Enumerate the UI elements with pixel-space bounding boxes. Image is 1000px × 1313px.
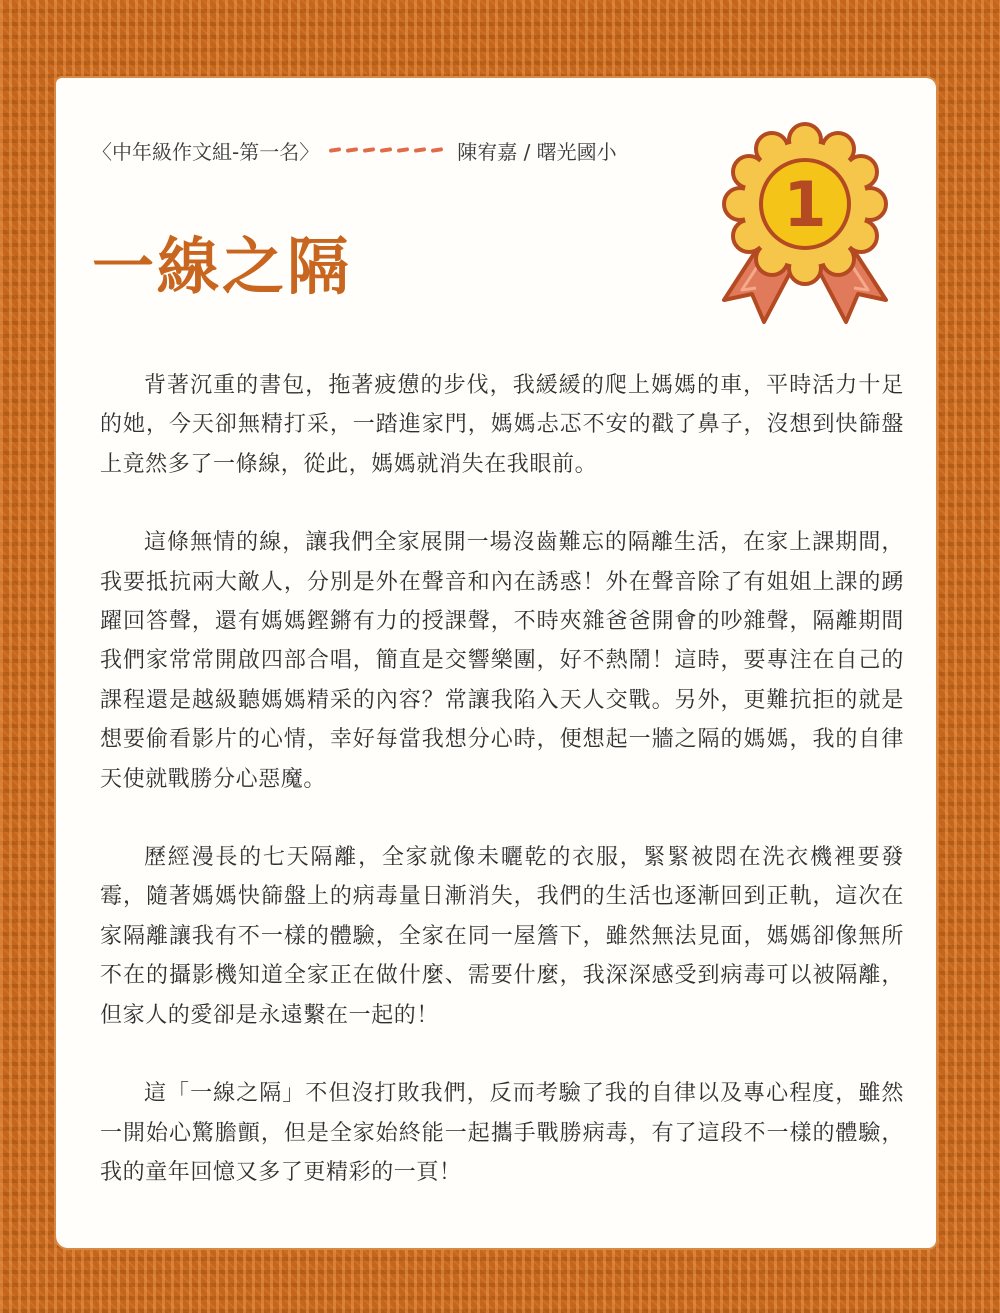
medal-rank: 1 (783, 168, 827, 241)
medal-icon (706, 122, 906, 332)
paragraph-1: 背著沉重的書包，拖著疲憊的步伐，我緩緩的爬上媽媽的車，平時活力十足的她，今天卻無精打采，一踏進家門，媽媽忐忑不安的戳了鼻子，沒想到快篩盤上竟然多了一條線，從此，媽媽就消失在我眼前。 (100, 373, 904, 477)
decorative-dashes (329, 148, 443, 152)
paragraph-4: 這「一線之隔」不但沒打敗我們，反而考驗了我的自律以及專心程度，雖然一開始心驚膽顫，但是全家始終能一起攜手戰勝病毒，有了這段不一樣的體驗，我的童年回憶又多了更精彩的一頁！ (100, 1081, 904, 1185)
competition-category: 〈中年級作文組-第一名〉 (92, 139, 320, 164)
paragraph-3: 歷經漫長的七天隔離，全家就像未曬乾的衣服，緊緊被悶在洗衣機裡要發霉，隨著媽媽快篩盤上的病毒量日漸消失，我們的生活也逐漸回到正軌，這次在家隔離讓我有不一樣的體驗，全家在同一屋簷下，雖然無法見面，媽媽卻像無所不在的攝影機知道全家正在做什麼、需要什麼，我深深感受到病毒可以被隔離，但家人的愛卻是永遠繫在一起的！ (100, 845, 904, 1028)
author-and-school: 陳宥嘉 / 曙光國小 (457, 139, 617, 164)
essay-title: 一線之隔 (92, 230, 353, 303)
entry-header (92, 134, 617, 166)
paragraph-2: 這條無情的線，讓我們全家展開一場沒齒難忘的隔離生活，在家上課期間，我要抵抗兩大敵人，分別是外在聲音和內在誘惑！外在聲音除了有姐姐上課的踴躍回答聲，還有媽媽鏗鏘有力的授課聲，不時夾雜爸爸開會的吵雜聲，隔離期間我們家常常開啟四部合唱，簡直是交響樂團，好不熱鬧！這時，要專注在自己的課程還是越級聽媽媽精采的內容？常讓我陷入天人交戰。另外，更難抗拒的就是想要偷看影片的心情，幸好每當我想分心時，便想起一牆之隔的媽媽，我的自律天使就戰勝分心惡魔。 (100, 530, 904, 792)
essay-body (100, 366, 904, 1231)
